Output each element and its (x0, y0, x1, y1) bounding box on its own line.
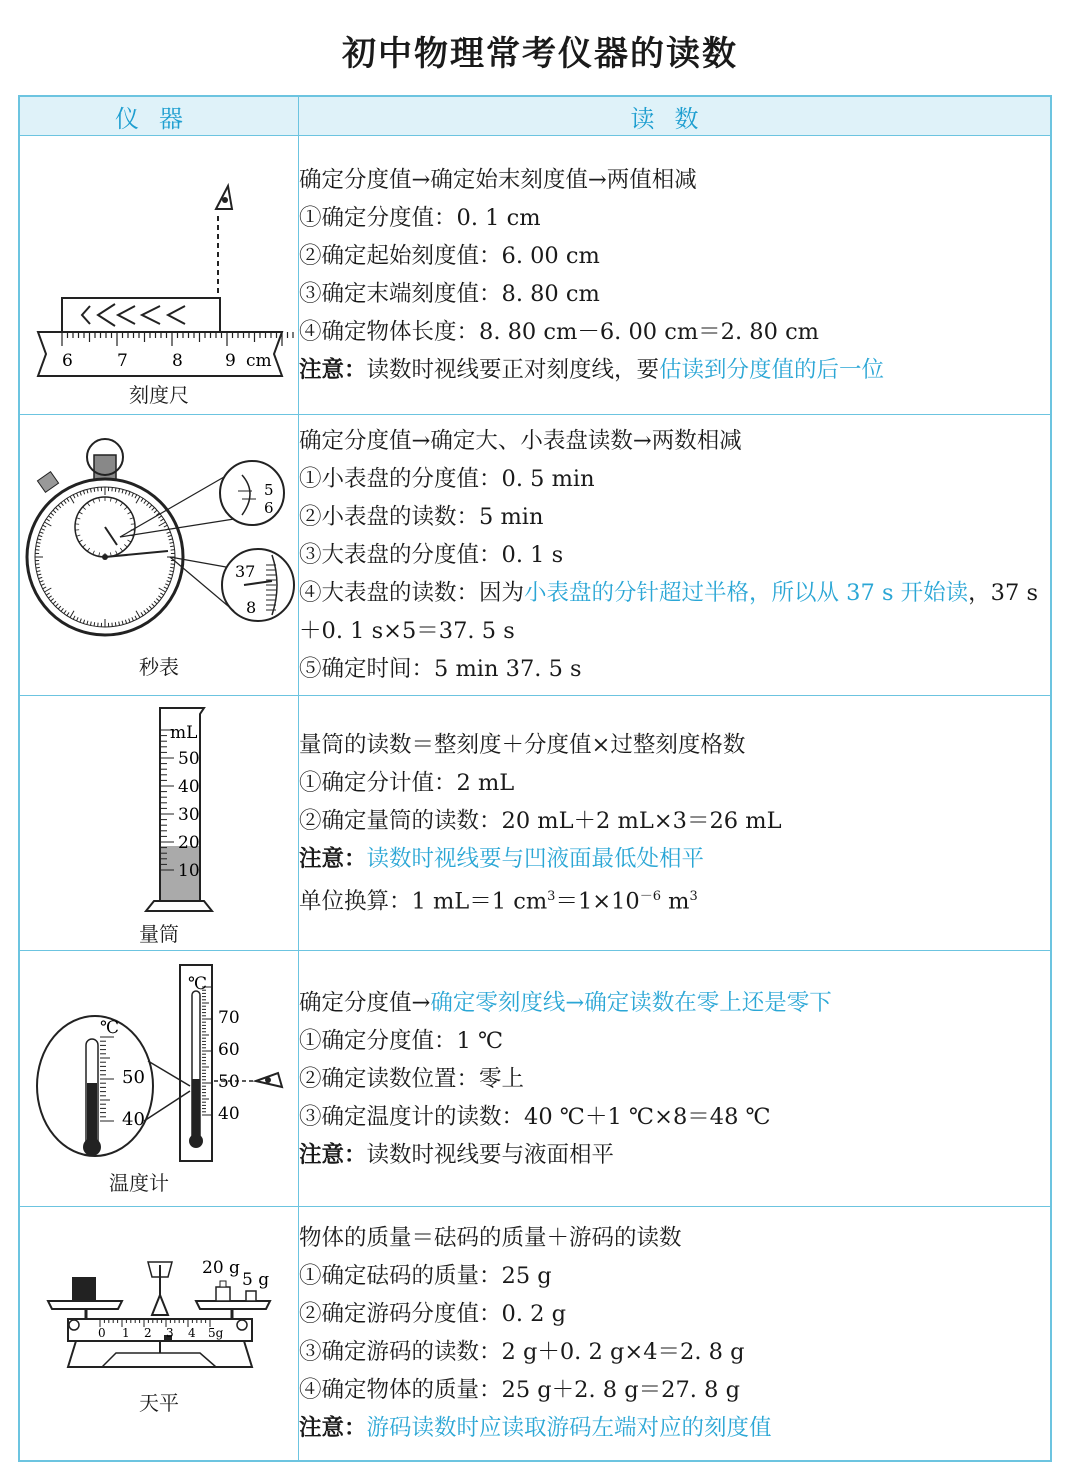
unit-pre: 单位换算：1 mL＝1 cm (299, 888, 548, 915)
ruler-figure-cell (19, 136, 299, 415)
note-line (299, 1136, 1050, 1174)
first-pre: 确定分度值→ (299, 989, 431, 1016)
unit-conversion-line (299, 878, 1050, 921)
reading-line: 确定分度值→确定大、小表盘读数→两数相减 (299, 428, 742, 454)
header-instrument: 仪器 (19, 96, 299, 136)
beam-label: 0 (98, 1326, 106, 1340)
stopwatch-caption: 秒表 (139, 655, 179, 679)
scale-label: 30 (178, 805, 200, 825)
first-highlight: 确定零刻度线→确定读数在零上还是零下 (430, 989, 832, 1016)
tick-label: 6 (62, 351, 73, 371)
note-line (299, 351, 1050, 389)
eye-icon (216, 186, 232, 209)
note-label: 注意： (299, 845, 367, 872)
reading-line: 确定分度值→确定始末刻度值→两值相减 (299, 167, 697, 193)
line4-pre: ④大表盘的读数：因为 (299, 580, 525, 606)
scale-label: ℃ (188, 974, 208, 994)
eye-icon (256, 1073, 282, 1087)
note-text: 读数时视线要与液面相平 (366, 1141, 615, 1168)
scale-label: mL (170, 723, 198, 743)
thermometer-icon (180, 965, 212, 1161)
reading-line: ②小表盘的读数：5 min (299, 504, 544, 530)
thermometer-reading-cell (299, 951, 1052, 1207)
tick-label: 8 (172, 351, 183, 371)
tick-label: 7 (117, 351, 128, 371)
scale-label: 20 (178, 833, 200, 853)
table-row (19, 696, 1051, 951)
cylinder-reading-cell (299, 696, 1052, 951)
note-text: 读数时视线要正对刻度线，要 (366, 357, 660, 383)
tick-label: cm (246, 351, 272, 371)
beam-label: 4 (188, 1326, 196, 1340)
reading-line: ②确定游码分度值：0. 2 g (299, 1301, 566, 1328)
instrument-reading-table (18, 95, 1052, 1462)
stopwatch-reading-cell (299, 415, 1052, 696)
unit-sup: －6 (639, 888, 662, 904)
stopwatch-figure-cell (19, 415, 299, 696)
reading-line: 物体的质量＝砝码的质量＋游码的读数 (299, 1225, 682, 1252)
line4-post: ，37 s＋0. 1 s×5＝37. 5 s (299, 580, 1038, 644)
cylinder-caption: 量筒 (139, 922, 179, 946)
table-row (19, 136, 1051, 415)
unit-post: m (661, 888, 690, 915)
beam-label: 1 (122, 1326, 130, 1340)
table-row (19, 1207, 1051, 1461)
reading-line: ①确定分度值：0. 1 cm (299, 205, 541, 231)
cylinder-figure-cell (19, 696, 299, 951)
reading-line: ①确定分度值：1 ℃ (299, 1027, 504, 1054)
scale-label: 40 (218, 1104, 240, 1124)
header-reading: 读数 (299, 96, 1052, 136)
zoom-label: 8 (246, 598, 257, 617)
note-label: 注意： (299, 1415, 367, 1442)
stopwatch-icon (27, 439, 183, 635)
scale-label: 60 (218, 1040, 240, 1060)
ruler-illustration (20, 136, 298, 415)
reading-line (299, 984, 1050, 1022)
unit-sup: 3 (689, 888, 698, 904)
reading-line: ①小表盘的分度值：0. 5 min (299, 466, 595, 492)
note-line (299, 1409, 1050, 1447)
table-row (19, 951, 1051, 1207)
reading-line: ②确定读数位置：零上 (299, 1065, 525, 1092)
zoom-label: 6 (264, 499, 274, 517)
reading-line: 量筒的读数＝整刻度＋分度值×过整刻度格数 (299, 731, 746, 758)
reading-line: ③大表盘的分度值：0. 1 s (299, 542, 564, 568)
ruler-caption: 刻度尺 (129, 383, 189, 407)
zoom-label: 5 (264, 481, 274, 499)
weight-label: 20 g (202, 1258, 240, 1278)
weight-label: 5 g (242, 1270, 270, 1290)
unit-mid: ＝1×10 (555, 888, 640, 915)
beam-label: 3 (166, 1326, 174, 1340)
reading-line: ④确定物体长度：8. 80 cm－6. 00 cm＝2. 80 cm (299, 319, 820, 345)
table-header (19, 96, 1051, 136)
note-highlight: 游码读数时应读取游码左端对应的刻度值 (366, 1415, 772, 1442)
reading-line: ②确定起始刻度值：6. 00 cm (299, 243, 600, 269)
table-row (19, 415, 1051, 696)
beam-label: 2 (144, 1326, 152, 1340)
reading-line (299, 574, 1050, 650)
reading-line: ③确定游码的读数：2 g＋0. 2 g×4＝2. 8 g (299, 1339, 745, 1366)
scale-label: 10 (178, 861, 200, 881)
scale-label: 50 (218, 1072, 240, 1092)
reading-line: ③确定末端刻度值：8. 80 cm (299, 281, 600, 307)
reading-line: ②确定量筒的读数：20 mL＋2 mL×3＝26 mL (299, 807, 782, 834)
scale-label: ℃ (100, 1018, 120, 1038)
reading-line: ③确定温度计的读数：40 ℃＋1 ℃×8＝48 ℃ (299, 1103, 771, 1130)
note-label: 注意： (299, 1141, 367, 1168)
thermometer-figure-cell (19, 951, 299, 1207)
note-highlight: 估读到分度值的后一位 (659, 357, 885, 383)
reading-line: ⑤确定时间：5 min 37. 5 s (299, 656, 582, 682)
scale-label: 40 (178, 777, 200, 797)
tick-label: 9 (225, 351, 236, 371)
thermometer-caption: 温度计 (109, 1171, 169, 1195)
beam-label: 5g (208, 1326, 224, 1340)
balance-caption: 天平 (139, 1391, 179, 1415)
page-title: 初中物理常考仪器的读数 (342, 34, 738, 74)
reading-line: ①确定砝码的质量：25 g (299, 1263, 552, 1290)
zoom-label: 37 (235, 562, 256, 581)
scale-label: 50 (122, 1067, 145, 1088)
zoom-circle-small-dial (220, 461, 284, 525)
scale-label: 50 (178, 749, 200, 769)
note-label: 注意： (299, 357, 367, 383)
scale-label: 70 (218, 1008, 240, 1028)
ruler-reading-cell (299, 136, 1052, 415)
balance-figure-cell (19, 1207, 299, 1461)
note-line (299, 840, 1050, 878)
balance-reading-cell (299, 1207, 1052, 1461)
line4-highlight: 小表盘的分针超过半格，所以从 37 s 开始读 (524, 580, 969, 606)
cylinder-illustration (20, 696, 298, 951)
unit-sup: 3 (547, 888, 556, 904)
note-highlight: 读数时视线要与凹液面最低处相平 (366, 845, 705, 872)
reading-line: ①确定分计值：2 mL (299, 769, 515, 796)
scale-label: 40 (122, 1109, 145, 1130)
reading-line: ④确定物体的质量：25 g＋2. 8 g＝27. 8 g (299, 1377, 740, 1404)
balance-illustration (20, 1207, 298, 1461)
